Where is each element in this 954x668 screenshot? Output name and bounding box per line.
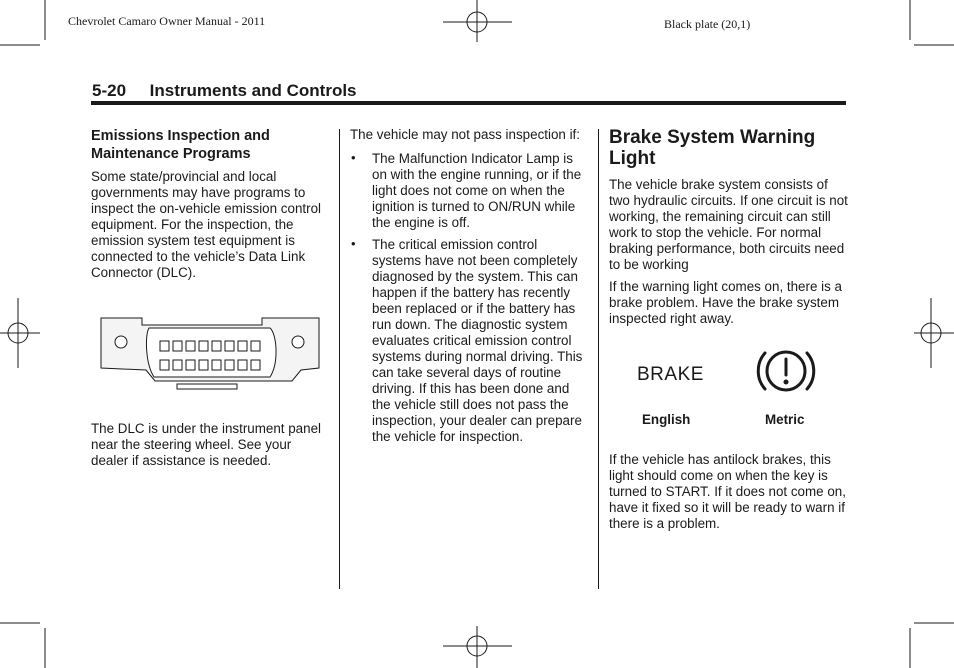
emissions-paragraph: Some state/provincial and local governments may have programs to inspect the on-vehicle emission control equipment. For the inspection, the emission system test equipment is connected to the vehicle’s Data Link Connector (DLC). xyxy=(91,169,321,280)
brake-light-paragraph: If the warning light comes on, there is a brake problem. Have the brake system inspected right away. xyxy=(609,279,842,326)
list-item: • The critical emission control systems have not been completely diagnosed by the system. This can happen if the battery has recently been replaced or if the battery has run down. The diagnostic system evaluates critical emission control systems during normal driving. This can take several days of routine driving. If this has been done and the vehicle still does not pass the inspection, your dealer can prepare the vehicle for inspection. xyxy=(350,237,586,445)
inspection-intro: The vehicle may not pass inspection if: xyxy=(350,127,580,142)
registration-mark-icon xyxy=(443,626,512,668)
column-2 xyxy=(350,127,586,451)
dlc-connector-illustration xyxy=(97,311,327,395)
column-3 xyxy=(609,127,849,532)
column-divider xyxy=(339,129,340,589)
dlc-location-paragraph: The DLC is under the instrument panel near the steering wheel. See your dealer if assistance is needed. xyxy=(91,421,321,468)
inspection-conditions-list xyxy=(350,151,586,445)
list-item: • The Malfunction Indicator Lamp is on with the engine running, or if the light does not come on when the ignition is turned to ON/RUN while the engine is off. xyxy=(350,151,586,231)
registration-mark-icon xyxy=(443,0,512,42)
plate-label: Black plate (20,1) xyxy=(664,17,751,31)
brake-symbols xyxy=(609,341,849,441)
brake-warning-heading: Brake System Warning Light xyxy=(609,127,816,169)
brake-warning-icon xyxy=(753,342,819,400)
brake-english-symbol: BRAKE xyxy=(637,364,704,385)
manual-title: Chevrolet Camaro Owner Manual - 2011 xyxy=(68,14,266,28)
section-header xyxy=(92,81,357,101)
antilock-paragraph: If the vehicle has antilock brakes, this light should come on when the key is turned to START. If it does not come on, have it fixed so it will be ready to warn if there is a problem. xyxy=(609,452,846,531)
registration-mark-icon xyxy=(0,298,40,368)
section-rule xyxy=(91,101,846,105)
column-1 xyxy=(91,127,331,469)
english-caption: English xyxy=(642,412,691,427)
column-divider xyxy=(598,129,599,589)
metric-caption: Metric xyxy=(765,412,805,427)
page-number: 5-20 xyxy=(92,81,127,100)
emissions-heading: Emissions Inspection and Maintenance Programs xyxy=(91,128,270,162)
section-title: Instruments and Controls xyxy=(149,81,357,100)
registration-mark-icon xyxy=(914,298,954,368)
brake-system-paragraph: The vehicle brake system consists of two hydraulic circuits. If one circuit is not working, the remaining circuit can still work to stop the vehicle. For normal braking performance, both circuits need to be working xyxy=(609,177,848,272)
